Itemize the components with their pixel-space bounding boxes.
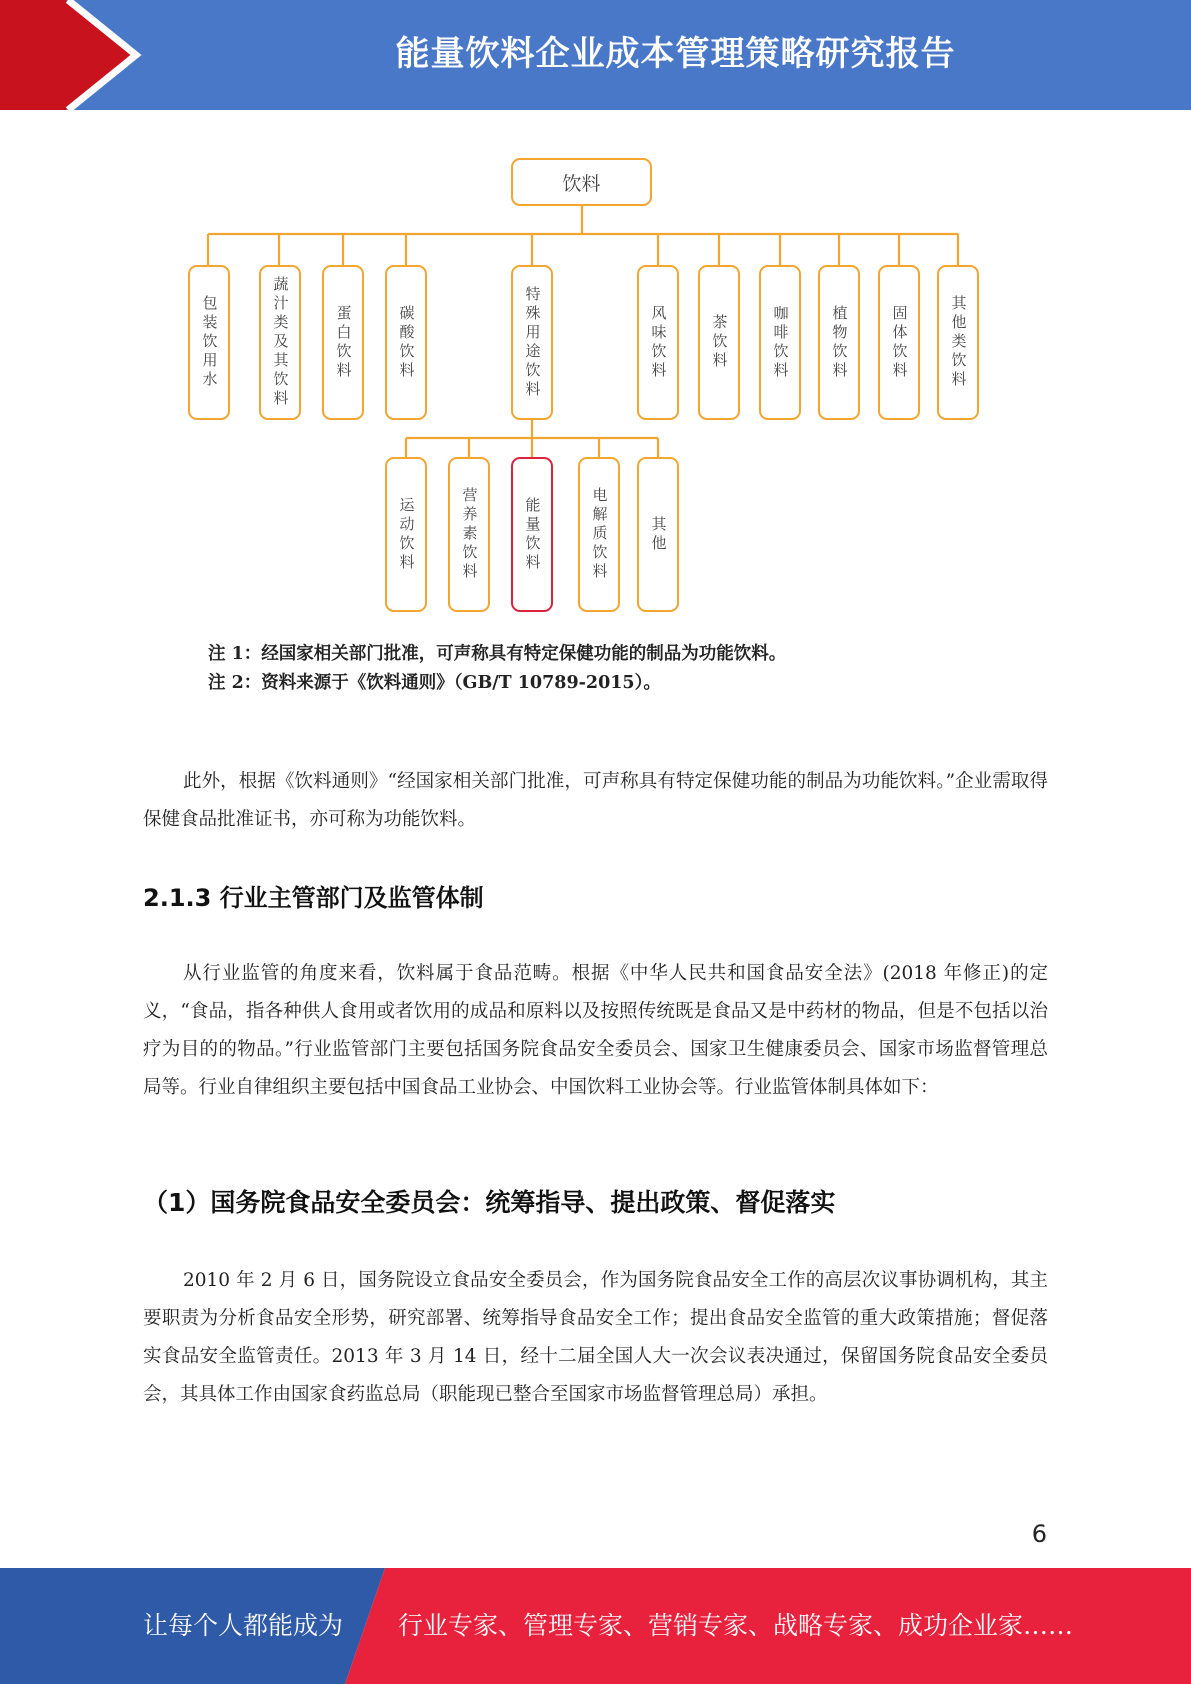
paragraph-food-safety-committee: 2010 年 2 月 6 日，国务院设立食品安全委员会，作为国务院食品安全工作的高层次议事协调机构，其主要职责为分析食品安全形势，研究部署、统筹指导食品安全工作；提出食品安全监管的重大政策措施；督促落实食品安全监管责任。2013 年 3 月 14 日，经十二届全国人大一次会议表决通过，保留国务院食品安全委员会，其具体工作由国家食药监总局（职能现已整合至国家市场监督管理总局）承担。 — [143, 1270, 1048, 1405]
footer-slogan-left: 让每个人都能成为 — [143, 1611, 344, 1640]
subcategory-node: 运动饮料 — [385, 457, 427, 612]
category-node: 蛋白饮料 — [322, 265, 364, 420]
category-node: 其他类饮料 — [937, 265, 979, 420]
category-node: 固体饮料 — [878, 265, 920, 420]
category-node: 特殊用途饮料 — [511, 265, 553, 420]
diagram-note-1: 注 1：经国家相关部门批准，可声称具有特定保健功能的制品为功能饮料。 — [208, 644, 787, 664]
diagram-note-2: 注 2：资料来源于《饮料通则》（GB/T 10789-2015）。 — [208, 673, 661, 693]
subsection-heading-1: （1）国务院食品安全委员会：统筹指导、提出政策、督促落实 — [143, 1188, 836, 1217]
page-header — [0, 0, 1191, 110]
paragraph-regulation: 从行业监管的角度来看，饮料属于食品范畴。根据《中华人民共和国食品安全法》(2018 年修正)的定义，“食品，指各种供人食用或者饮用的成品和原料以及按照传统既是食品又是中药材的物品，但是不包括以治疗为目的的物品。”行业监管部门主要包括国务院食品安全委员会、国家卫生健康委员会、国家市场监督管理总局等。行业自律组织主要包括中国食品工业协会、中国饮料工业协会等。行业监管体制具体如下： — [143, 963, 1048, 1098]
page-footer — [0, 1568, 1191, 1684]
header-arrow-icon — [0, 0, 160, 110]
category-node: 风味饮料 — [637, 265, 679, 420]
subcategory-node: 其他 — [637, 457, 679, 612]
category-node: 植物饮料 — [818, 265, 860, 420]
category-node: 碳酸饮料 — [385, 265, 427, 420]
page-number: 6 — [1031, 1520, 1047, 1548]
header-title: 能量饮料企业成本管理策略研究报告 — [395, 34, 956, 74]
category-node: 咖啡饮料 — [759, 265, 801, 420]
diagram-root-node: 饮料 — [511, 158, 652, 206]
subcategory-node: 电解质饮料 — [578, 457, 620, 612]
subcategory-node: 营养素饮料 — [448, 457, 490, 612]
category-node: 包装饮用水 — [188, 265, 230, 420]
category-node: 茶饮料 — [698, 265, 740, 420]
category-node: 蔬汁类及其饮料 — [259, 265, 301, 420]
section-heading-2-1-3: 2.1.3 行业主管部门及监管体制 — [143, 884, 484, 912]
diagram-notes — [208, 640, 786, 698]
energy-drink-node: 能量饮料 — [511, 457, 553, 612]
beverage-classification-diagram — [0, 140, 1191, 620]
footer-slogan-right: 行业专家、管理专家、营销专家、战略专家、成功企业家…… — [398, 1611, 1074, 1640]
paragraph-functional-drinks: 此外，根据《饮料通则》“经国家相关部门批准，可声称具有特定保健功能的制品为功能饮料。”企业需取得保健食品批准证书，亦可称为功能饮料。 — [143, 771, 1048, 830]
